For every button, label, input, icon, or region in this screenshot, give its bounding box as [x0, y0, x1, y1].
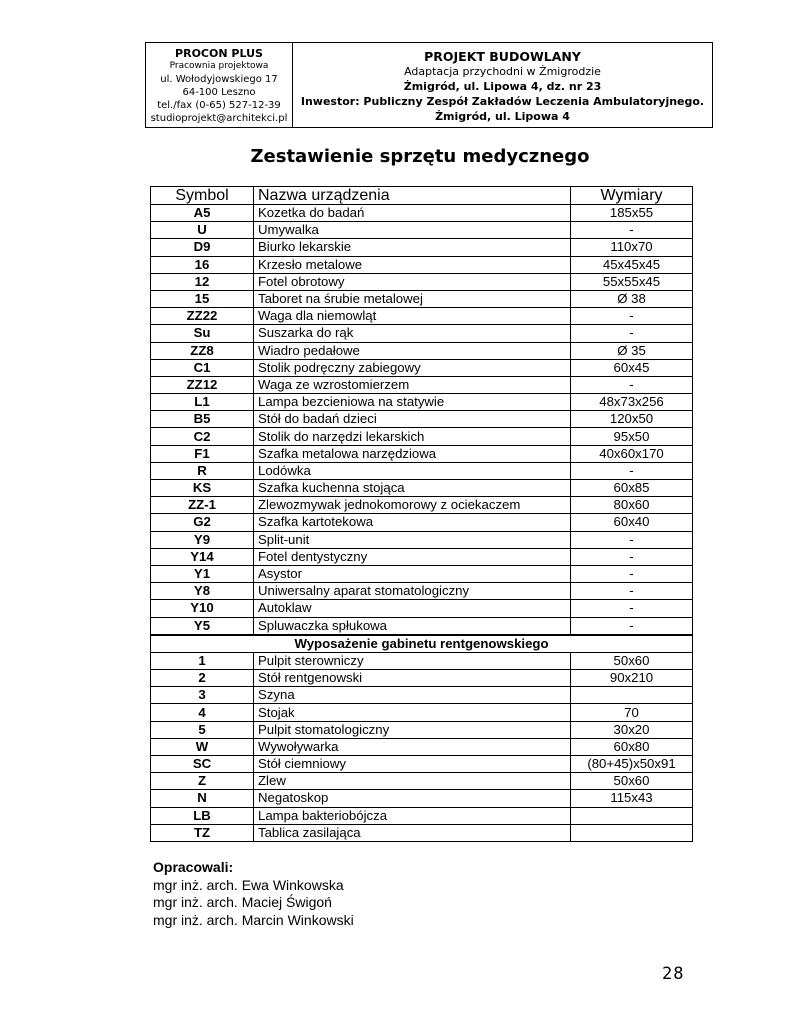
table-row	[151, 617, 693, 635]
table-row	[151, 652, 693, 669]
cell-symbol: C2	[151, 428, 254, 445]
cell-name: Pulpit sterowniczy	[254, 652, 571, 669]
cell-dimensions: -	[571, 565, 693, 582]
table-row	[151, 256, 693, 273]
cell-name: Szafka metalowa narzędziowa	[254, 445, 571, 462]
header-symbol: Symbol	[151, 187, 254, 205]
cell-symbol: 4	[151, 704, 254, 721]
table-row	[151, 394, 693, 411]
cell-name: Fotel obrotowy	[254, 273, 571, 290]
cell-symbol: N	[151, 790, 254, 807]
cell-symbol: G2	[151, 514, 254, 531]
table-row	[151, 824, 693, 841]
cell-name: Lampa bakteriobójcza	[254, 807, 571, 824]
cell-dimensions: -	[571, 462, 693, 479]
author-name: mgr inż. arch. Maciej Świgoń	[153, 894, 332, 910]
table-row	[151, 756, 693, 773]
cell-name: Wywoływarka	[254, 738, 571, 755]
firm-subtitle: Pracownia projektowa	[169, 61, 269, 71]
firm-name: PROCON PLUS	[175, 47, 263, 60]
cell-symbol: TZ	[151, 824, 254, 841]
cell-name: Uniwersalny aparat stomatologiczny	[254, 583, 571, 600]
cell-symbol: ZZ8	[151, 342, 254, 359]
cell-dimensions: 48x73x256	[571, 394, 693, 411]
cell-dimensions: 30x20	[571, 721, 693, 738]
cell-dimensions: 55x55x45	[571, 273, 693, 290]
table-row	[151, 273, 693, 290]
cell-dimensions: (80+45)x50x91	[571, 756, 693, 773]
cell-name: Zlewozmywak jednokomorowy z ociekaczem	[254, 497, 571, 514]
cell-symbol: B5	[151, 411, 254, 428]
authors-block	[153, 859, 354, 929]
title-block	[145, 42, 713, 128]
table-row	[151, 239, 693, 256]
cell-symbol: 2	[151, 670, 254, 687]
cell-dimensions	[571, 687, 693, 704]
table-row	[151, 600, 693, 617]
cell-name: Szyna	[254, 687, 571, 704]
cell-dimensions: 50x60	[571, 773, 693, 790]
table-body	[151, 205, 693, 842]
page-number: 28	[662, 964, 685, 984]
project-investor-address: Żmigród, ul. Lipowa 4	[435, 110, 570, 123]
cell-symbol: L1	[151, 394, 254, 411]
cell-symbol: SC	[151, 756, 254, 773]
table-row	[151, 548, 693, 565]
cell-symbol: ZZ12	[151, 376, 254, 393]
project-info	[293, 43, 712, 127]
cell-dimensions: -	[571, 548, 693, 565]
project-address: Żmigród, ul. Lipowa 4, dz. nr 23	[403, 80, 602, 93]
firm-email: studioprojekt@architekci.pl	[150, 113, 288, 124]
cell-dimensions: 120x50	[571, 411, 693, 428]
cell-name: Lodówka	[254, 462, 571, 479]
cell-name: Spluwaczka spłukowa	[254, 617, 571, 635]
cell-name: Stolik do narzędzi lekarskich	[254, 428, 571, 445]
firm-city: 64-100 Leszno	[182, 87, 256, 98]
cell-dimensions: 90x210	[571, 670, 693, 687]
cell-dimensions: -	[571, 222, 693, 239]
cell-symbol: Y5	[151, 617, 254, 635]
cell-dimensions	[571, 824, 693, 841]
table-row	[151, 222, 693, 239]
table-row	[151, 773, 693, 790]
cell-symbol: Su	[151, 325, 254, 342]
cell-symbol: W	[151, 738, 254, 755]
cell-dimensions: 110x70	[571, 239, 693, 256]
table-row	[151, 790, 693, 807]
cell-name: Tablica zasilająca	[254, 824, 571, 841]
cell-name: Suszarka do rąk	[254, 325, 571, 342]
cell-dimensions: 70	[571, 704, 693, 721]
cell-symbol: A5	[151, 205, 254, 222]
cell-symbol: 1	[151, 652, 254, 669]
cell-dimensions: -	[571, 600, 693, 617]
cell-dimensions: 60x85	[571, 480, 693, 497]
cell-name: Asystor	[254, 565, 571, 582]
cell-name: Wiadro pedałowe	[254, 342, 571, 359]
cell-dimensions: -	[571, 617, 693, 635]
cell-dimensions: -	[571, 531, 693, 548]
section-title: Wyposażenie gabinetu rentgenowskiego	[151, 635, 693, 653]
cell-symbol: ZZ22	[151, 308, 254, 325]
project-title: PROJEKT BUDOWLANY	[424, 49, 581, 64]
table-row	[151, 462, 693, 479]
table-row	[151, 531, 693, 548]
cell-symbol: Z	[151, 773, 254, 790]
cell-name: Szafka kartotekowa	[254, 514, 571, 531]
table-row	[151, 497, 693, 514]
document-title: Zestawienie sprzętu medycznego	[250, 146, 590, 167]
cell-dimensions: -	[571, 583, 693, 600]
cell-name: Biurko lekarskie	[254, 239, 571, 256]
cell-dimensions: 50x60	[571, 652, 693, 669]
cell-dimensions: 60x45	[571, 359, 693, 376]
cell-symbol: 15	[151, 290, 254, 307]
cell-name: Stół do badań dzieci	[254, 411, 571, 428]
table-row	[151, 583, 693, 600]
header-name: Nazwa urządzenia	[254, 187, 571, 205]
cell-symbol: 12	[151, 273, 254, 290]
table-row	[151, 359, 693, 376]
cell-dimensions: 115x43	[571, 790, 693, 807]
cell-dimensions: -	[571, 325, 693, 342]
cell-name: Autoklaw	[254, 600, 571, 617]
cell-name: Stojak	[254, 704, 571, 721]
cell-name: Zlew	[254, 773, 571, 790]
cell-symbol: Y9	[151, 531, 254, 548]
table-row	[151, 308, 693, 325]
cell-symbol: Y14	[151, 548, 254, 565]
cell-name: Kozetka do badań	[254, 205, 571, 222]
table-row	[151, 445, 693, 462]
cell-dimensions: 60x80	[571, 738, 693, 755]
cell-symbol: R	[151, 462, 254, 479]
cell-name: Fotel dentystyczny	[254, 548, 571, 565]
cell-symbol: D9	[151, 239, 254, 256]
cell-name: Split-unit	[254, 531, 571, 548]
cell-name: Stół ciemniowy	[254, 756, 571, 773]
cell-name: Taboret na śrubie metalowej	[254, 290, 571, 307]
table-row	[151, 290, 693, 307]
cell-symbol: C1	[151, 359, 254, 376]
author-name: mgr inż. arch. Ewa Winkowska	[153, 876, 344, 893]
table-row	[151, 704, 693, 721]
cell-symbol: ZZ-1	[151, 497, 254, 514]
cell-symbol: U	[151, 222, 254, 239]
table-row	[151, 687, 693, 704]
cell-dimensions: 80x60	[571, 497, 693, 514]
section-header-row	[151, 635, 693, 653]
table-header-row	[151, 187, 693, 205]
cell-dimensions: -	[571, 376, 693, 393]
table-row	[151, 205, 693, 222]
cell-symbol: LB	[151, 807, 254, 824]
table-row	[151, 738, 693, 755]
cell-dimensions: 45x45x45	[571, 256, 693, 273]
project-subtitle: Adaptacja przychodni w Żmigrodzie	[404, 65, 601, 78]
authors-label: Opracowali:	[153, 859, 234, 875]
firm-info	[146, 43, 293, 127]
table-row	[151, 325, 693, 342]
table-row	[151, 670, 693, 687]
table-row	[151, 721, 693, 738]
cell-dimensions: 185x55	[571, 205, 693, 222]
cell-symbol: 3	[151, 687, 254, 704]
cell-symbol: Y1	[151, 565, 254, 582]
firm-address: ul. Wołodyjowskiego 17	[160, 74, 278, 85]
cell-symbol: 16	[151, 256, 254, 273]
table-row	[151, 411, 693, 428]
cell-name: Krzesło metalowe	[254, 256, 571, 273]
cell-dimensions: -	[571, 308, 693, 325]
firm-phone: tel./fax (0-65) 527-12-39	[157, 100, 281, 111]
table-row	[151, 565, 693, 582]
cell-symbol: KS	[151, 480, 254, 497]
cell-name: Waga ze wzrostomierzem	[254, 376, 571, 393]
project-investor: Inwestor: Publiczny Zespół Zakładów Leczenia Ambulatoryjnego.	[300, 95, 705, 108]
cell-name: Lampa bezcieniowa na statywie	[254, 394, 571, 411]
cell-name: Umywalka	[254, 222, 571, 239]
cell-symbol: F1	[151, 445, 254, 462]
cell-name: Pulpit stomatologiczny	[254, 721, 571, 738]
cell-dimensions	[571, 807, 693, 824]
equipment-table	[150, 186, 693, 842]
cell-name: Szafka kuchenna stojąca	[254, 480, 571, 497]
cell-symbol: Y10	[151, 600, 254, 617]
table-row	[151, 428, 693, 445]
table-row	[151, 514, 693, 531]
cell-dimensions: 40x60x170	[571, 445, 693, 462]
cell-dimensions: Ø 38	[571, 290, 693, 307]
header-dimensions: Wymiary	[571, 187, 693, 205]
cell-symbol: Y8	[151, 583, 254, 600]
author-name: mgr inż. arch. Marcin Winkowski	[153, 911, 354, 928]
cell-name: Stolik podręczny zabiegowy	[254, 359, 571, 376]
table-row	[151, 342, 693, 359]
cell-name: Waga dla niemowląt	[254, 308, 571, 325]
cell-dimensions: 95x50	[571, 428, 693, 445]
cell-dimensions: 60x40	[571, 514, 693, 531]
cell-symbol: 5	[151, 721, 254, 738]
cell-dimensions: Ø 35	[571, 342, 693, 359]
table-row	[151, 480, 693, 497]
cell-name: Stół rentgenowski	[254, 670, 571, 687]
table-row	[151, 807, 693, 824]
table-row	[151, 376, 693, 393]
cell-name: Negatoskop	[254, 790, 571, 807]
